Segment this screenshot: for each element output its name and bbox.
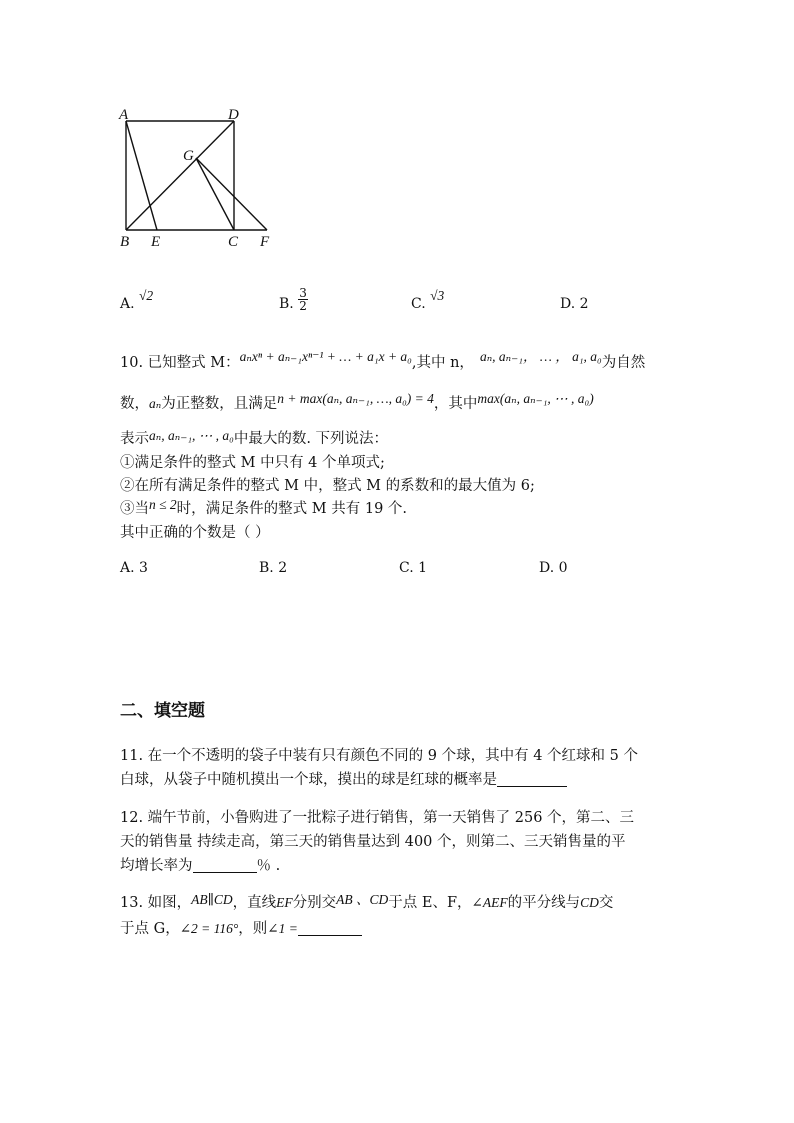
- label-E: E: [151, 234, 161, 250]
- q9-option-b: B. $\frac{3}{2}$: [279, 286, 307, 313]
- q12-answer-blank[interactable]: [193, 858, 257, 873]
- q11-line-1: 11. 在一个不透明的袋子中装有只有颜色不同的 9 个球，其中有 4 个红球和 5 个: [120, 748, 638, 764]
- geometry-figure: [110, 100, 290, 260]
- section-title: 二、填空题: [120, 701, 205, 721]
- q9-option-c: C. √3: [411, 288, 445, 312]
- q10-option-c: C. 1: [399, 560, 428, 576]
- label-C: C: [228, 234, 239, 250]
- label-D: D: [228, 107, 239, 123]
- q10-line-2: 数，aₙ为正整数，且满足n + max(aₙ, aₙ₋₁, …, a₀) = 4，其中max(aₙ, aₙ₋₁, ⋯ , a₀): [120, 391, 594, 412]
- segment-GF: [196, 158, 267, 230]
- q13-line-1: 13. 如图，AB∥CD，直线EF分别交AB 、CD于点 E、F，∠AEF的平分线与CD交: [120, 892, 614, 911]
- q10-statement-2: ②在所有满足条件的整式 M 中，整式 M 的系数和的最大值为 6;: [120, 478, 535, 494]
- q13-answer-blank[interactable]: [298, 921, 362, 936]
- q10-statement-3: ③当n ≤ 2时，满足条件的整式 M 共有 19 个.: [120, 497, 408, 517]
- q10-line-1: 10. 已知整式 M：aₙxⁿ + aₙ₋₁xⁿ⁻¹ + … + a₁x + a₀,其中 n， aₙ, aₙ₋₁， … ， a₁, a₀为自然: [120, 349, 646, 371]
- q10-option-b: B. 2: [259, 560, 288, 576]
- label-B: B: [120, 234, 130, 250]
- q11-answer-blank[interactable]: [497, 772, 567, 787]
- q9-option-d: D. 2: [560, 296, 589, 312]
- q10-statement-1: ①满足条件的整式 M 中只有 4 个单项式;: [120, 455, 385, 471]
- q9-option-a: A. √2: [120, 288, 154, 312]
- q12-line-3: 均增长率为 ％ .: [120, 858, 281, 874]
- q10-line-3: 表示aₙ, aₙ₋₁, ⋯ , a₀中最大的数. 下列说法：: [120, 428, 389, 447]
- label-A: A: [119, 107, 129, 123]
- label-G: G: [183, 148, 194, 164]
- q10-question: 其中正确的个数是（ ）: [120, 525, 270, 541]
- q10-option-d: D. 0: [539, 560, 568, 576]
- q13-line-2: 于点 G，∠2 = 116°，则∠1 =: [120, 917, 362, 938]
- q11-line-2: 白球，从袋子中随机摸出一个球，摸出的球是红球的概率是: [120, 768, 567, 789]
- segment-GC: [196, 158, 234, 230]
- q10-option-a: A. 3: [120, 560, 148, 576]
- label-F: F: [260, 234, 270, 250]
- q12-line-1: 12. 端午节前，小鲁购进了一批粽子进行销售，第一天销售了 256 个，第二、三: [120, 810, 635, 826]
- q12-line-2: 天的销售量 持续走高，第三天的销售量达到 400 个，则第二、三天销售量的平: [120, 834, 626, 850]
